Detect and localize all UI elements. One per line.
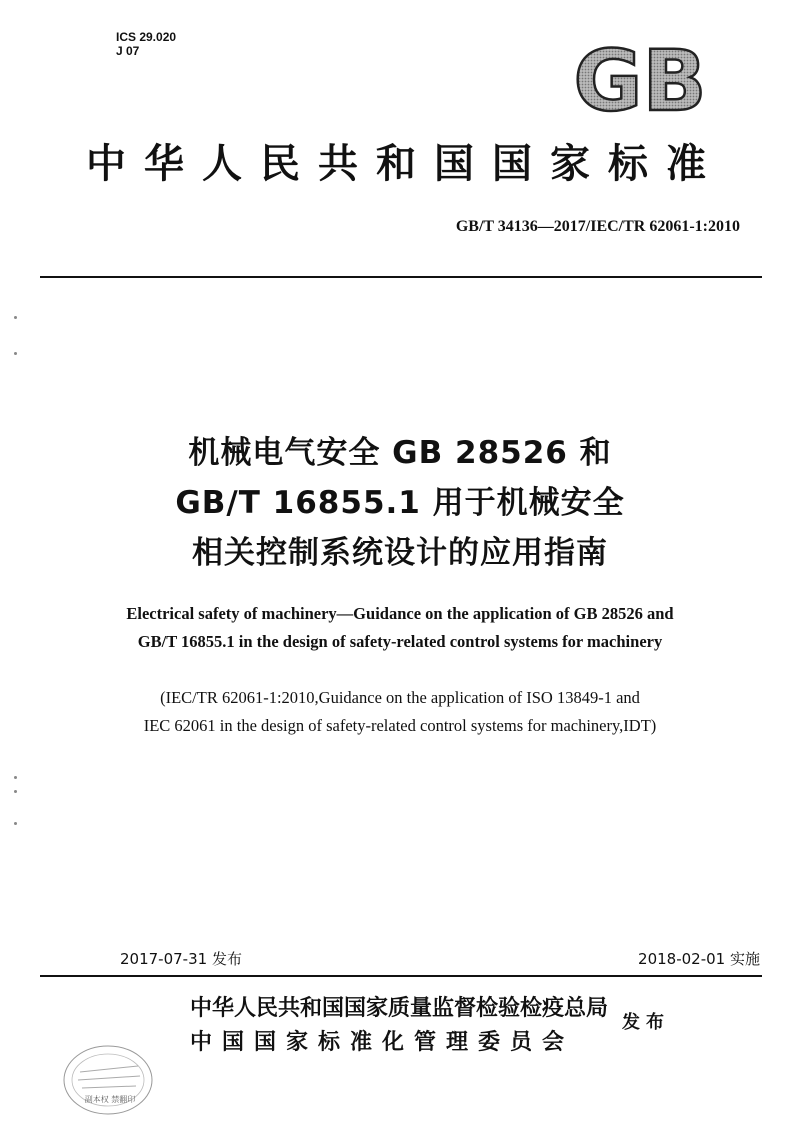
ccs-code: J 07 [116, 44, 140, 58]
stamp-text: 副本权 禁翻印 [84, 1095, 136, 1104]
margin-mark [14, 776, 17, 779]
chinese-title-line-1: 机械电气安全 GB 28526 和 [188, 435, 612, 471]
english-title [0, 600, 800, 656]
international-reference-line-2: IEC 62061 in the design of safety-related control systems for machinery,IDT) [143, 716, 657, 735]
svg-text:GB: GB [573, 44, 707, 116]
chinese-title-line-3: 相关控制系统设计的应用指南 [192, 535, 608, 571]
english-title-line-1: Electrical safety of machinery—Guidance on the application of GB 28526 and [126, 604, 674, 623]
margin-mark [14, 352, 17, 355]
issuing-authority-heading: 中华人民共和国国家标准 [86, 141, 724, 187]
classification-codes [116, 30, 176, 58]
publish-date: 2017-07-31 发布 [120, 950, 242, 968]
ics-code: ICS 29.020 [116, 30, 177, 44]
english-title-line-2: GB/T 16855.1 in the design of safety-related control systems for machinery [137, 632, 663, 651]
international-reference [0, 684, 800, 740]
gb-logo [560, 44, 720, 116]
issue-action: 发布 [622, 1012, 670, 1033]
chinese-title [0, 428, 800, 578]
margin-mark [14, 790, 17, 793]
issuer-2: 中国国家标准化管理委员会 [190, 1030, 575, 1055]
chinese-title-line-2: GB/T 16855.1 用于机械安全 [175, 485, 625, 521]
issuer-1: 中华人民共和国国家质量监督检验检疫总局 [190, 996, 609, 1021]
copyright-stamp [58, 1040, 158, 1120]
implementation-date: 2018-02-01 实施 [638, 950, 760, 968]
issuing-bodies [190, 992, 608, 1060]
margin-mark [14, 316, 17, 319]
international-reference-line-1: (IEC/TR 62061-1:2010,Guidance on the application of ISO 13849-1 and [160, 688, 640, 707]
standard-number: GB/T 34136—2017/IEC/TR 62061-1:2010 [455, 218, 740, 235]
top-divider [40, 276, 762, 278]
margin-mark [14, 822, 17, 825]
bottom-divider [40, 975, 762, 977]
